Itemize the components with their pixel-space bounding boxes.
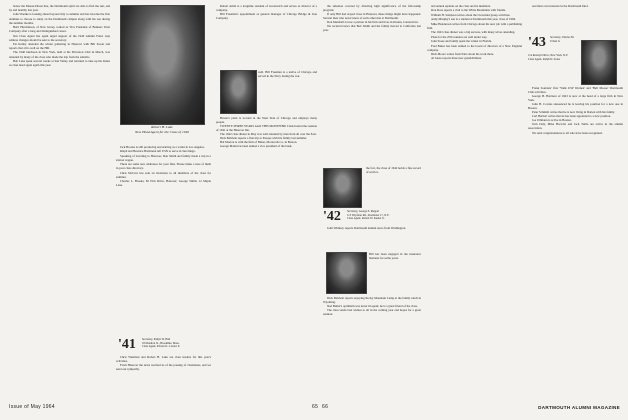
paragraph: Herb Hutchinson, of New Jersey, retired as Vice President of Bankers Trust Company after a long and distinguished career. <box>9 25 110 34</box>
paragraph: TWENTY-THREE YEARS AGO THIS MONTH Bill Clark hosted the reunion of 1941 at the Hanover Inn. <box>216 124 317 133</box>
article-column-3 <box>216 116 317 400</box>
paragraph: Speaking of traveling to Hanover, Don Smith and family made a trip in a station wagon. <box>116 153 211 162</box>
class-secretary: Secretary, George E. Ruppel <box>347 210 379 213</box>
paragraph: If only Bill had stayed close in Hanover, these things might have happened. Several men who never knew of each other met at Dartmouth. <box>323 12 421 21</box>
article-column-2-lower <box>116 355 211 403</box>
class-address: 114 Rosslyn Drive, New York, N.Y. <box>528 54 569 57</box>
paragraph: The class sends best wishes to all in the coming year and hopes for a great reunion. <box>323 308 421 317</box>
paragraph: below the Mason-Dixon line, the Dartmouth spirit are able to find the sun, and by and healthy last year. <box>9 4 110 13</box>
paragraph: the fact, the class of 1942 holds a fine record of service. <box>366 166 421 175</box>
paragraph: Bill Freeman's appointment as general manager of Chicago Bridge & Iron Company. <box>216 12 317 21</box>
photo-caption <box>118 125 206 134</box>
paragraph: The 1942 class dinner in May was well attended by men from all over the East. <box>220 132 317 137</box>
paragraph: Bob Lake spent several weeks at Sun Valley and returned to take up his duties as class head agent again this year. <box>9 58 110 67</box>
paragraph: Ralph and Beatrice Hartmann left USN to serve in San Diego. <box>120 149 196 154</box>
paragraph: John Whitney reports Dartmouth alumni news from Washington. <box>327 226 407 230</box>
paragraph: The 1940 luncheon in New York, held at the Princeton Club in March, was attended by many of the class who made the trip from the suburbs. <box>9 50 110 59</box>
class-agent: Class Agent, Ralph D. Stone <box>528 57 561 61</box>
paragraph: George B. Harrison of 1943 is now at the head of a large firm in New York. <box>528 94 623 103</box>
paragraph: Chris McCrea has sent an invitation to all members of the class for summer. <box>116 170 211 179</box>
article-column-4-mid <box>323 226 421 250</box>
article-column-2 <box>116 145 211 335</box>
portrait-photo-class-1943 <box>581 40 617 85</box>
portrait-photo-classmate <box>326 252 367 294</box>
article-column-1 <box>9 4 110 399</box>
paragraph: Chris Weisman and Robert H. Lake are class leaders for this year's activities. <box>116 355 211 364</box>
paragraph: Plans for the 25th reunion are well under way. <box>431 34 488 39</box>
paragraph: well. Bill Freeman is a native of Chicago and served in the Navy during the war. <box>258 70 317 79</box>
paragraph: Frank Soulders' first 'Walk USP Women' and 'Bull Moose' Dartmouth Club activities. <box>528 86 623 95</box>
paragraph: Jack Brooks is still producing and starring as a writer in Los Angeles. <box>120 145 205 149</box>
paragraph: Ned Butler's optimism was never ill-spent; he is a great friend of the class. <box>327 304 418 309</box>
paragraph: John Waelke is looking ahead beyond July to summer and has become the first alumnus to choose to study on the Dartmouth campus along with his son during the summer months. <box>9 12 110 25</box>
article-column-4-beside-photo-2 <box>369 252 421 294</box>
class-number: '41 <box>118 337 136 352</box>
paragraph: Tom Daly, Mike Horwitz and Jack Tuttle are active in the alumni association. <box>528 122 623 131</box>
article-column-4-bottom <box>323 296 421 400</box>
caption-name: Robert H. Lake <box>151 125 173 129</box>
footer-issue-date: Issue of May 1964 <box>9 404 55 410</box>
footer-page-number-left: 65 <box>312 404 319 410</box>
class-heading-1941 <box>118 337 210 352</box>
class-number: '43 <box>528 35 546 50</box>
paragraph: John H. Cowles announced he is leaving his position for a new one in Boston. <box>528 102 623 111</box>
paragraph: Don Ross reports a visit to the White Mountains with friends. <box>431 8 507 13</box>
paragraph: We received news that Bob Smith and his family moved to California last year. <box>323 24 421 33</box>
footer-magazine-title: DARTMOUTH ALUMNI MAGAZINE <box>538 405 620 410</box>
class-number: '42 <box>323 209 341 224</box>
paragraph: Peter Schmidt writes that he is now living in Darien with his family. <box>532 110 615 115</box>
paragraph: William H. Sampson writes about the Cleveland group activities. <box>431 12 511 17</box>
paragraph: Dick Moore writes from Paris about his work there. <box>431 52 495 57</box>
paragraph: and annual updates on the class and its members. <box>431 4 491 8</box>
portrait-photo-class-secretary <box>323 168 362 208</box>
class-address: 115 Wayfarer Rd., Rochester 17, N.Y. <box>347 213 390 217</box>
paragraph: Andy Murphy's son is a student at Dartmouth this year, class of 1966. <box>431 17 516 22</box>
paragraph: Charles L. Brooks, 82 Elm Drive, Hanover; George Smith, 12 Maple Lane. <box>116 179 211 188</box>
class-address: 18 Moulton St., Brookline, Mass. <box>142 341 180 345</box>
paragraph: John Stone and family spent the winter in Florida. <box>431 39 493 44</box>
paragraph: There are some new addresses for your files. Please make a note of them in your class directory. <box>116 162 211 171</box>
paragraph: Joe Ullmann is active in Boston. <box>532 118 572 123</box>
class-agent: Class Agent, Edward L. Larner Jr. <box>142 345 181 349</box>
class-heading-1942 <box>323 209 421 224</box>
paragraph: Our Class Agent has again urged support of the 1940 Alumni Fund. Any address changes should be sent to the secretary. <box>9 33 110 42</box>
paragraph: We send congratulations to all who have been recognized. <box>532 130 603 135</box>
article-column-4-beside-photo <box>366 166 421 208</box>
portrait-photo-bill-freeman <box>220 70 257 114</box>
paragraph: Al Jones reports three new grandchildren. <box>431 56 482 61</box>
article-column-3-top <box>216 4 317 68</box>
caption-title: New Head Agent for the Class of 1940 <box>135 129 189 134</box>
article-column-5 <box>427 4 522 399</box>
paragraph: Hal Morton is with the firm of Baker, Morton & Co. in Boston. <box>220 140 298 145</box>
paragraph: Fred Baker has been named to the board of directors of a New England company. <box>427 43 522 52</box>
article-column-6-top <box>528 4 623 34</box>
paragraph: Carl Herbert writes that he has been appointed to a new position. <box>532 114 612 119</box>
class-1943-contact <box>528 54 579 84</box>
paragraph: From Hanover the news reached us of the passing of classmates, and we send our sympathy. <box>116 363 211 372</box>
paragraph: Mike Henderson writes from Chicago about his new job with a publishing firm. <box>427 21 522 30</box>
paragraph: Pat Kelley attended the winter gathering in Hanover with Bill Sweet and reports that all is well on the Hill. <box>9 41 110 51</box>
paragraph: Dick Baldwin reports a fine trip to Europe with his family last summer. <box>220 136 307 141</box>
article-column-3-beside-photo <box>258 70 317 114</box>
paragraph: Robert Amdt is a longtime resident of Greenwich and serves as director of a company. <box>216 4 317 13</box>
class-heading-1943 <box>528 35 580 50</box>
paragraph: Dick Baldwin reports enjoying Rocky Mountain Camp at the family ranch in Wyoming. <box>323 296 421 305</box>
class-secretary: Secretary, Charles M. Urban Jr. <box>550 36 575 43</box>
article-column-6 <box>528 86 623 400</box>
class-agent: Class Agent, Robert W. Keeler Jr. <box>347 217 385 221</box>
paragraph: The 1943 class dinner was a big success, with many wives attending. <box>431 30 516 35</box>
paragraph: and their own interests in the Dartmouth fund. <box>532 4 589 8</box>
paragraph: Baxter's plant is located in the West Side of Chicago and employs many people. <box>216 116 317 125</box>
footer-page-number-right: 66 <box>322 404 329 410</box>
paragraph: the situation covered by directing high significance of the fellowship program. <box>323 4 421 13</box>
paragraph: Bill has been engaged in the insurance business for some years. <box>369 252 421 261</box>
article-column-4-top <box>323 4 421 164</box>
paragraph: George Mann has been named a vice president of the bank. <box>220 144 293 149</box>
class-secretary: Secretary, Pailyn W. Hall <box>142 338 171 341</box>
portrait-photo-robert-lake <box>120 5 205 125</box>
paragraph: Don Marshall is now a partner in his firm and lives in Darien, Connecticut. <box>327 20 419 25</box>
